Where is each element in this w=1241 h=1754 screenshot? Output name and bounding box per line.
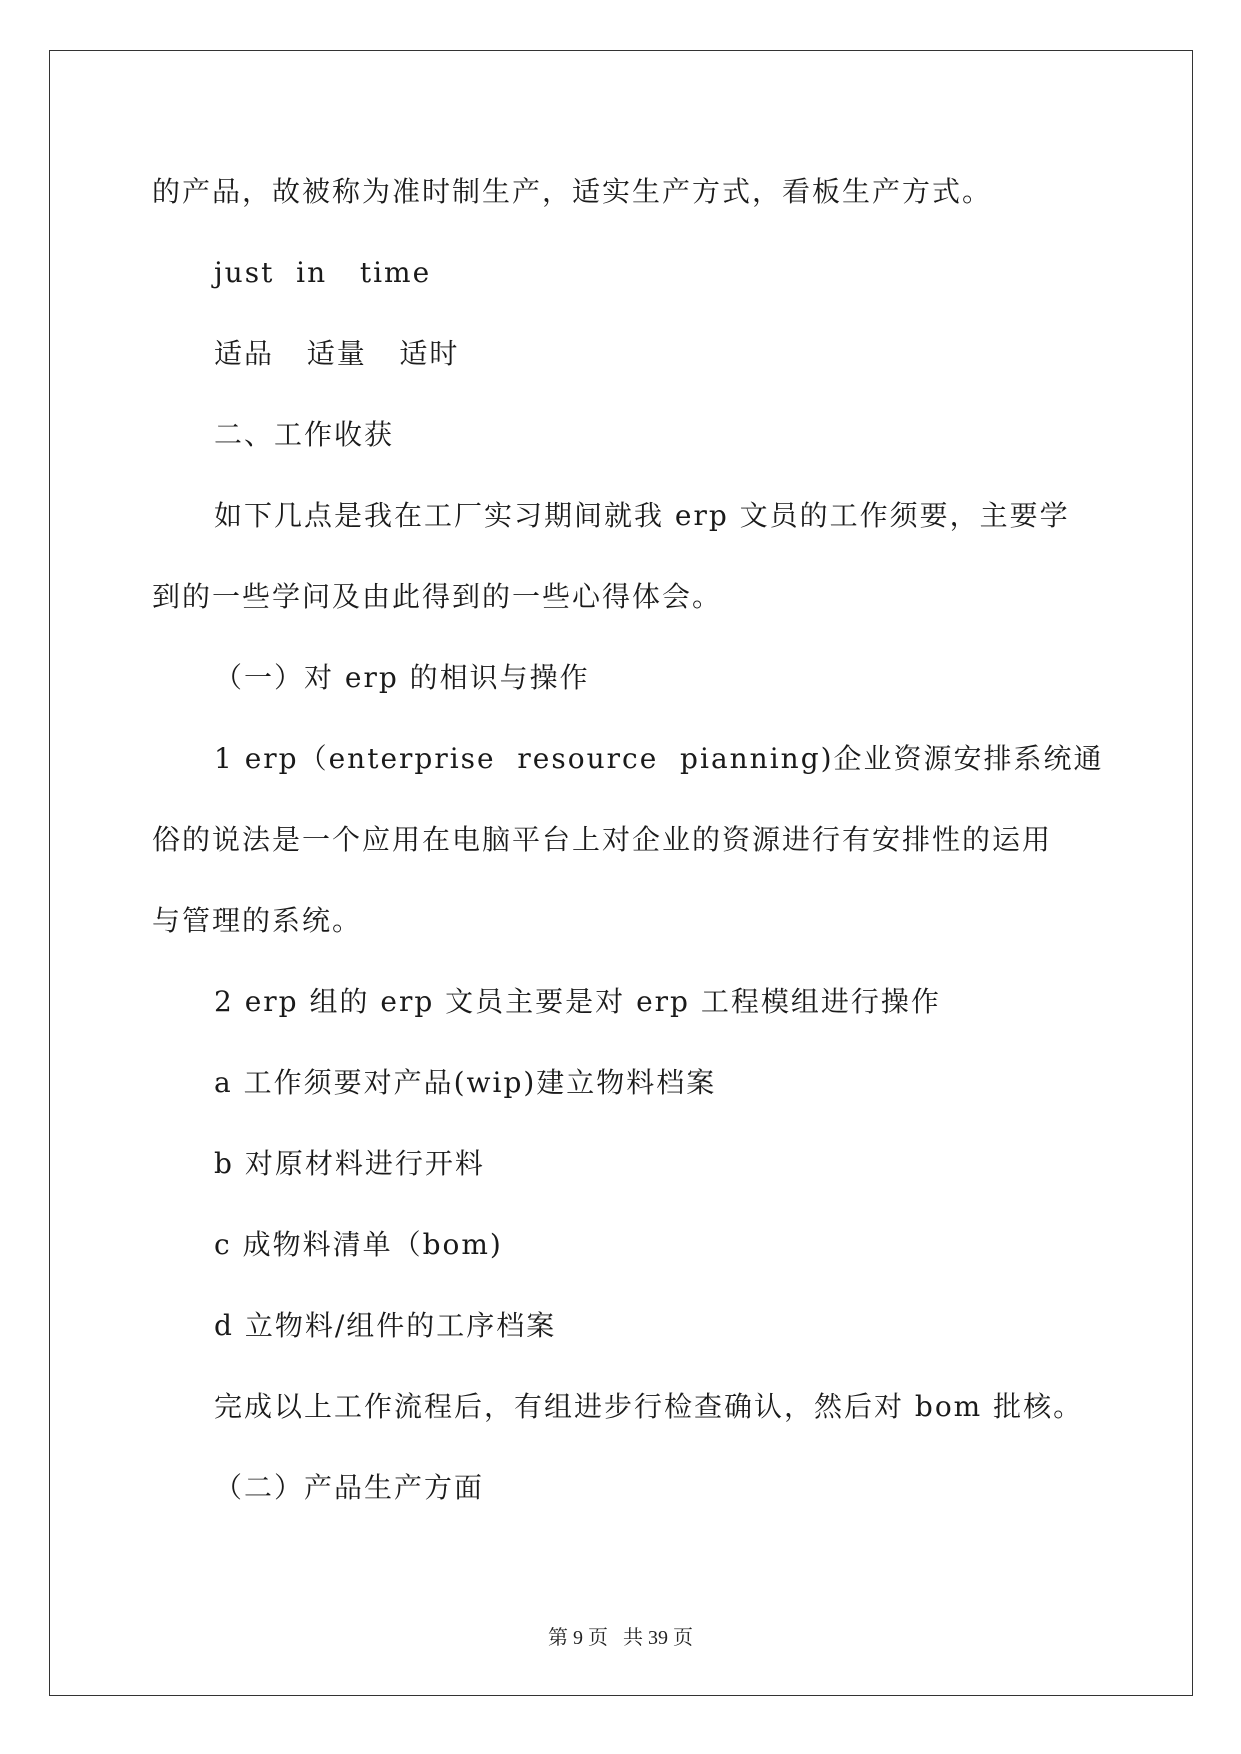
text-line-5: 如下几点是我在工厂实习期间就我 erp 文员的工作须要，主要学	[214, 499, 1070, 532]
text-line-9: 俗的说法是一个应用在电脑平台上对企业的资源进行有安排性的运用	[152, 823, 1053, 856]
section-heading: 二、工作收获	[214, 418, 395, 451]
text-line-6: 到的一些学问及由此得到的一些心得体会。	[152, 580, 723, 613]
text-line-8: 1 erp（enterprise resource pianning)企业资源安排系统通	[214, 742, 1104, 775]
list-item-d: d 立物料/组件的工序档案	[214, 1309, 557, 1342]
list-item-c: c 成物料清单（bom)	[214, 1228, 503, 1261]
text-line-1: 的产品，故被称为准时制生产，适实生产方式，看板生产方式。	[152, 175, 993, 208]
page-border	[49, 50, 1193, 1696]
text-line-11: 2 erp 组的 erp 文员主要是对 erp 工程模组进行操作	[214, 985, 941, 1018]
page-number-footer: 第 9 页 共 39 页	[548, 1627, 693, 1649]
list-item-b: b 对原材料进行开料	[214, 1147, 485, 1180]
subsection-heading-2: （二）产品生产方面	[214, 1471, 485, 1504]
text-line-16: 完成以上工作流程后，有组进步行检查确认，然后对 bom 批核。	[214, 1390, 1084, 1423]
text-line-3: 适品 适量 适时	[214, 337, 460, 370]
subsection-heading-1: （一）对 erp 的相识与操作	[214, 661, 590, 694]
list-item-a: a 工作须要对产品(wip)建立物料档案	[214, 1066, 717, 1099]
text-line-2: just in time	[214, 256, 432, 289]
text-line-10: 与管理的系统。	[152, 904, 363, 937]
